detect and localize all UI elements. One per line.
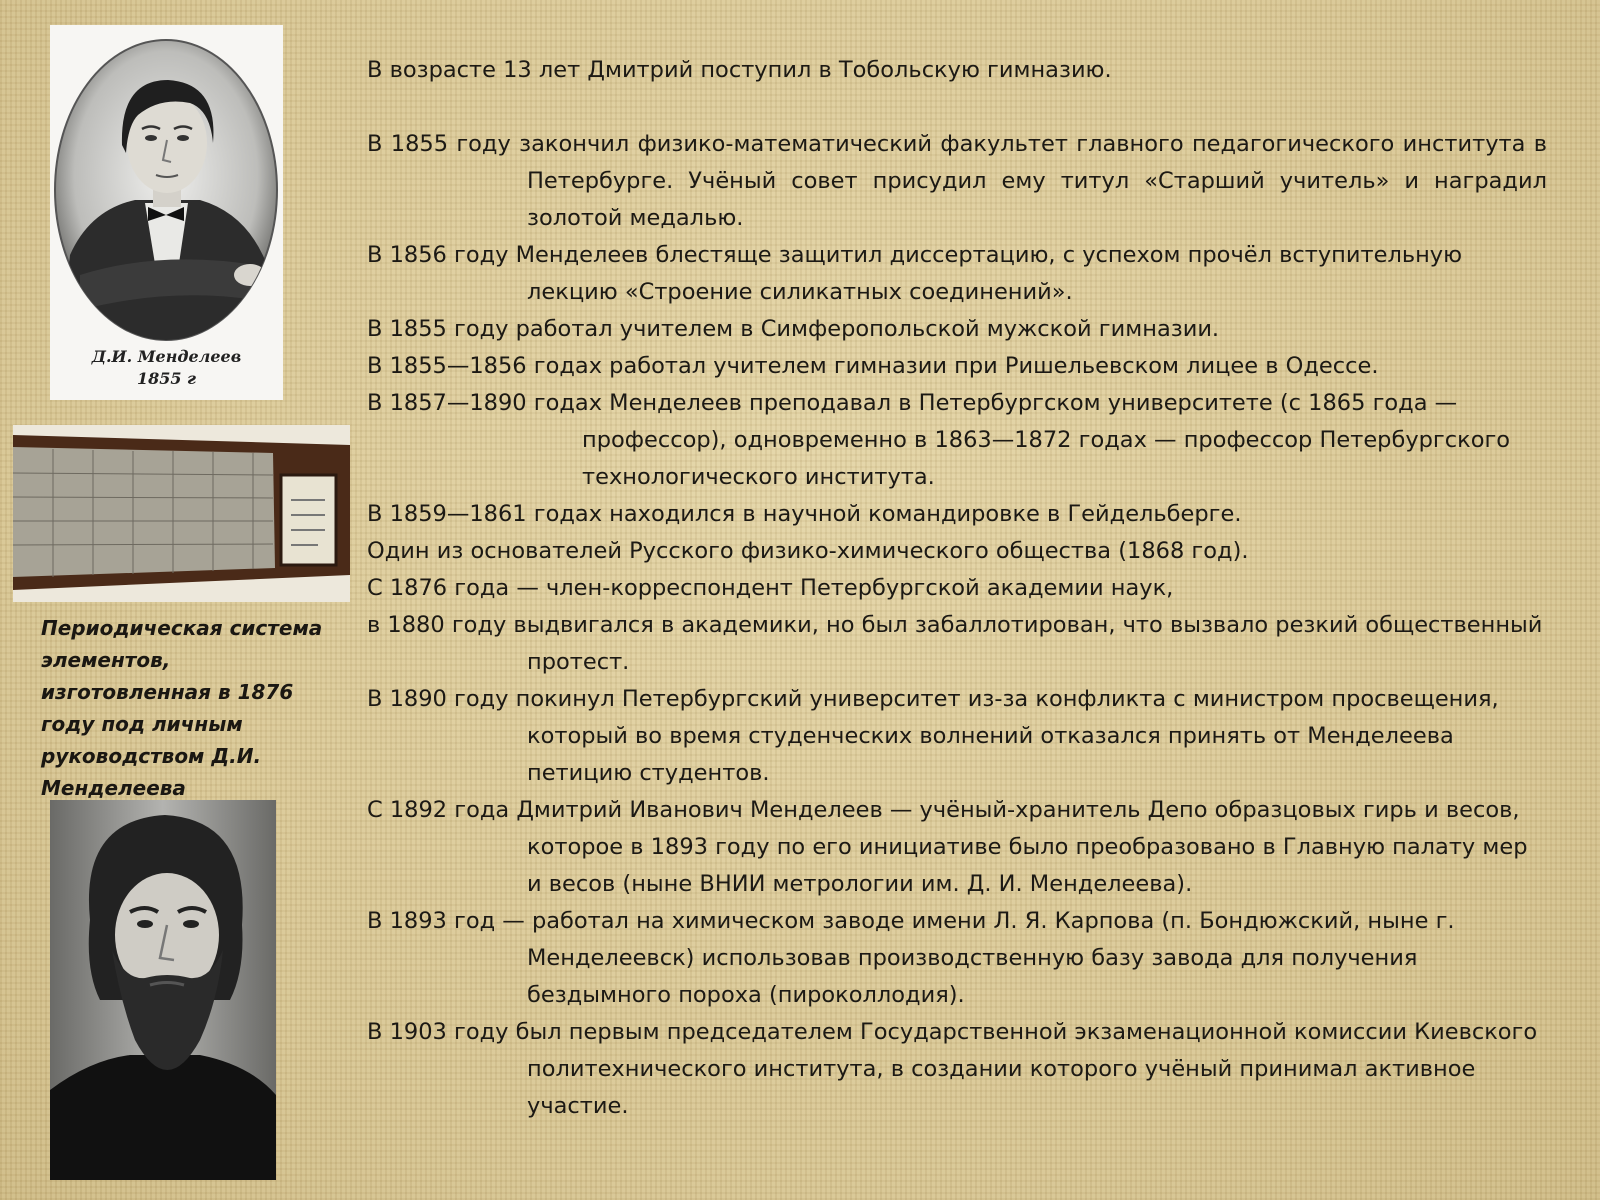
bio-paragraph-14: В 1903 году был первым председателем Государственной экзаменационной комиссии Киевского политехнического института, в создании которого учёный принимал активное участие. xyxy=(367,1019,1538,1119)
bio-paragraph-3: В 1856 году Менделеев блестяще защитил диссертацию, с успехом прочёл вступительную лекцию «Строение силикатных соединений». xyxy=(367,242,1463,305)
bio-paragraph-4: В 1855 году работал учителем в Симферопольской мужской гимназии. xyxy=(367,316,1220,342)
bio-paragraph-10: в 1880 году выдвигался в академики, но был забаллотирован, что вызвало резкий общественный протест. xyxy=(367,612,1543,675)
portrait-caption-name: Д.И. Менделеев xyxy=(91,347,242,366)
bio-paragraph-12: С 1892 года Дмитрий Иванович Менделеев — учёный-хранитель Депо образцовых гирь и весов, которое в 1893 году по его инициативе было преобразовано в Главную палату мер и весов (ныне ВНИИ метрологии им. Д. И. Менделеева). xyxy=(367,797,1528,897)
portrait-bearded-image xyxy=(50,800,276,1180)
bio-paragraph-11: В 1890 году покинул Петербургский университет из-за конфликта с министром просвещения, который во время студенческих волнений отказался принять от Менделеева петицию студентов. xyxy=(367,686,1499,786)
periodic-table-caption: Периодическая система элементов, изготовленная в 1876 году под личным руководством Д.И. Менделеева xyxy=(41,616,323,800)
portrait-caption-year: 1855 г xyxy=(136,369,197,388)
biography-text xyxy=(367,52,1547,1125)
bio-paragraph-13: В 1893 год — работал на химическом заводе имени Л. Я. Карпова (п. Бондюжский, ныне г. Менделеевск) использовав производственную базу завода для получения бездымного пороха (пироколлодия). xyxy=(367,908,1455,1008)
periodic-table-photo xyxy=(13,425,350,602)
portrait-mendeleev-bearded xyxy=(50,800,276,1180)
bio-paragraph-1: В возрасте 13 лет Дмитрий поступил в Тобольскую гимназию. xyxy=(367,57,1112,83)
periodic-table-image xyxy=(13,425,350,602)
bio-paragraph-9: С 1876 года — член-корреспондент Петербургской академии наук, xyxy=(367,575,1174,601)
bio-paragraph-6: В 1857—1890 годах Менделеев преподавал в Петербургском университете (с 1865 года — профессор), одновременно в 1863—1872 годах — профессор Петербургского технологического института. xyxy=(367,390,1511,490)
portrait-1855-image xyxy=(50,25,283,400)
bio-paragraph-2: В 1855 году закончил физико-математический факультет главного педагогического института в Петербурге. Учёный совет присудил ему титул «Старший учитель» и наградил золотой медалью. xyxy=(367,131,1547,231)
bio-paragraph-5: В 1855—1856 годах работал учителем гимназии при Ришельевском лицее в Одессе. xyxy=(367,353,1379,379)
bio-paragraph-7: В 1859—1861 годах находился в научной командировке в Гейдельберге. xyxy=(367,501,1242,527)
bio-paragraph-8: Один из основателей Русского физико-химического общества (1868 год). xyxy=(367,538,1249,564)
portrait-mendeleev-1855 xyxy=(50,25,283,400)
